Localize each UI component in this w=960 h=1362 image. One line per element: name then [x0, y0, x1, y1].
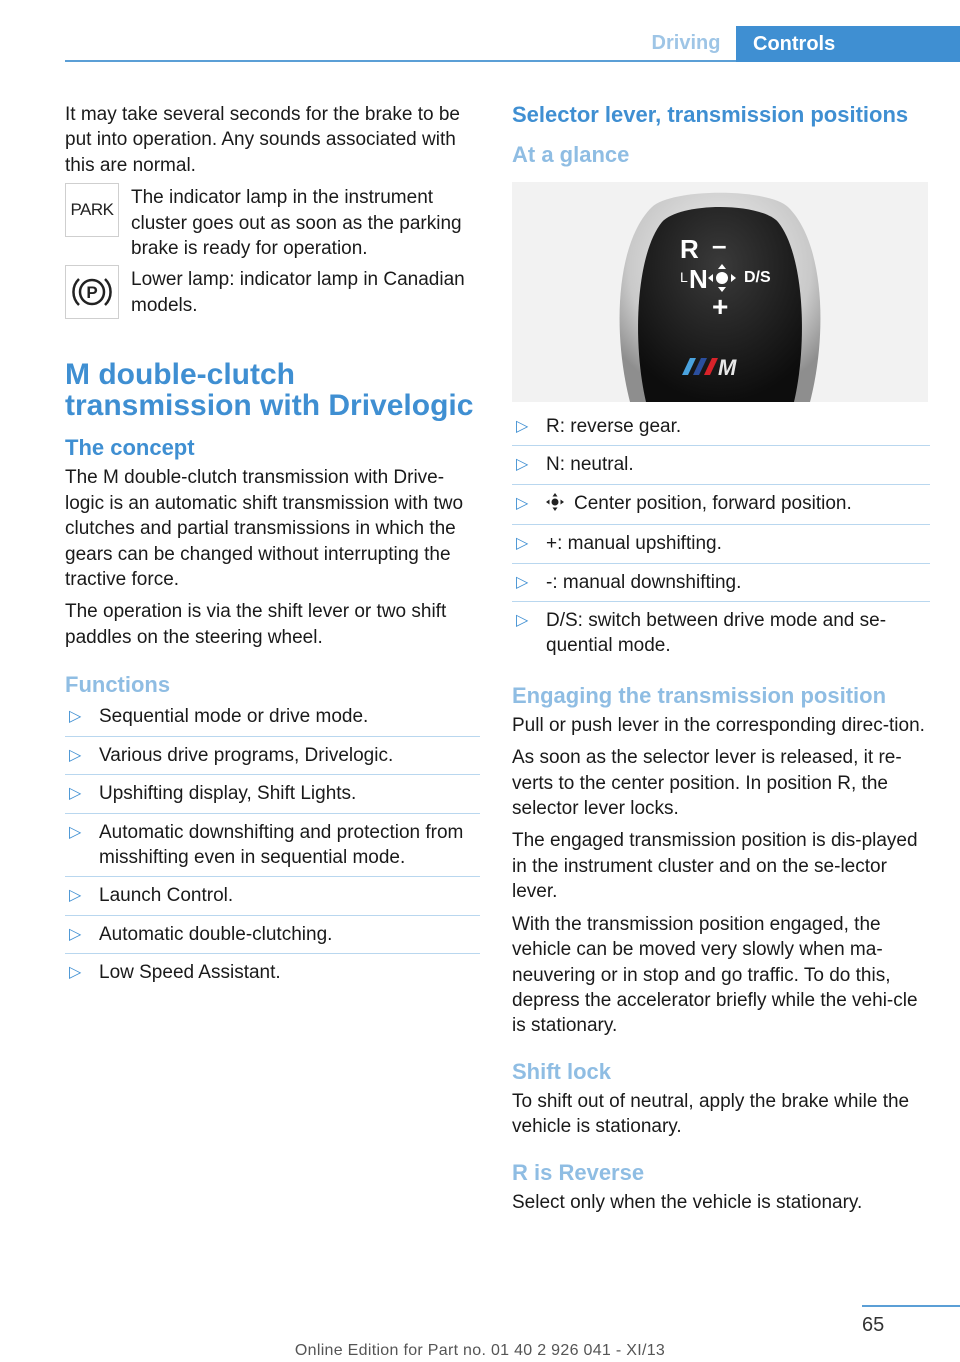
header-chapter[interactable]: Controls	[736, 26, 960, 62]
concept-paragraph-2: The operation is via the shift lever or two shift paddles on the steering wheel.	[65, 601, 447, 648]
list-item: ▷ Upshifting display, Shift Lights.	[65, 781, 480, 813]
list-item: ▷ Automatic double-clutching.	[65, 922, 480, 954]
list-item: ▷ Automatic downshifting and protection from misshifting even in sequential mode.	[65, 820, 480, 878]
triangle-bullet-icon: ▷	[516, 494, 529, 512]
center-position-icon	[546, 493, 564, 518]
p-lamp-label: P	[86, 283, 98, 303]
list-item: ▷ N: neutral.	[512, 452, 930, 484]
list-item: ▷ Center position, forward position.	[512, 491, 930, 525]
header-section[interactable]: Driving	[651, 32, 721, 54]
page-number: 65	[862, 1314, 885, 1336]
list-item: ▷ +: manual upshifting.	[512, 531, 930, 563]
footer-edition: Online Edition for Part no. 01 40 2 926 041 - XI/13	[294, 1342, 666, 1359]
triangle-bullet-icon: ▷	[69, 887, 82, 905]
engaging-heading: Engaging the transmission position	[512, 682, 887, 708]
section-heading: M double-clutch transmission with Drivelogic	[65, 358, 474, 423]
list-item: ▷ Launch Control.	[65, 883, 480, 915]
right-column	[512, 102, 930, 1222]
knob-plus-label: +	[712, 291, 729, 322]
page-number-rule	[862, 1305, 960, 1307]
triangle-bullet-icon: ▷	[69, 823, 82, 841]
triangle-bullet-icon: ▷	[69, 964, 82, 982]
concept-paragraph-1: The M double-clutch transmission with Drive-logic is an automatic shift transmission with two clutches and partial transmissions in which the gears can be changed without interrupting the tractive force.	[65, 467, 464, 591]
triangle-bullet-icon: ▷	[516, 418, 529, 435]
triangle-bullet-icon: ▷	[516, 573, 529, 591]
triangle-bullet-icon: ▷	[69, 925, 82, 943]
intro-paragraph: It may take several seconds for the brake to be put into operation. Any sounds associated with this are normal.	[65, 104, 460, 176]
park-lamp-label: PARK	[70, 200, 114, 220]
lamp-row-park	[65, 185, 480, 261]
triangle-bullet-icon: ▷	[69, 746, 82, 764]
positions-list	[512, 414, 930, 665]
shift-lock-heading: Shift lock	[512, 1058, 612, 1084]
list-item: ▷ D/S: switch between drive mode and se-quential mode.	[516, 610, 887, 657]
m-logo-text: M	[718, 355, 737, 380]
lamp-row-canadian	[65, 267, 480, 319]
lamp-text-canadian: Lower lamp: indicator lamp in Canadian models.	[131, 269, 465, 316]
selector-lever-photo	[512, 182, 928, 402]
list-item: ▷ Sequential mode or drive mode.	[65, 704, 480, 736]
knob-minus-label: –	[712, 230, 727, 260]
functions-list	[65, 704, 480, 991]
reverse-heading: R is Reverse	[512, 1159, 645, 1185]
knob-l-label: L	[680, 269, 688, 285]
triangle-bullet-icon: ▷	[516, 535, 529, 553]
engaging-paragraph-3: The engaged transmission position is dis-played in the instrument cluster and on the se-lector lever.	[512, 830, 918, 903]
left-column	[65, 102, 480, 998]
triangle-bullet-icon: ▷	[69, 785, 82, 803]
concept-heading: The concept	[65, 435, 195, 461]
reverse-paragraph: Select only when the vehicle is stationary.	[512, 1191, 863, 1213]
knob-n-label: N	[689, 264, 708, 294]
at-a-glance-heading: At a glance	[512, 142, 630, 167]
park-lamp-icon	[65, 183, 119, 237]
selector-heading: Selector lever, transmission positions	[512, 102, 909, 127]
triangle-bullet-icon: ▷	[516, 612, 529, 630]
engaging-paragraph-1: Pull or push lever in the corresponding direc-tion.	[512, 714, 925, 736]
list-item: ▷ R: reverse gear.	[512, 414, 930, 446]
parking-brake-p-circle-icon	[65, 265, 119, 319]
list-item: ▷ -: manual downshifting.	[512, 570, 930, 602]
triangle-bullet-icon: ▷	[69, 708, 82, 726]
knob-r-label: R	[680, 234, 699, 264]
list-item: ▷ Low Speed Assistant.	[65, 960, 480, 991]
list-item: ▷ Various drive programs, Drivelogic.	[65, 743, 480, 775]
functions-heading: Functions	[65, 672, 171, 698]
triangle-bullet-icon: ▷	[516, 456, 529, 474]
engaging-paragraph-2: As soon as the selector lever is released, it re-verts to the center position. In position R, the selector lever locks.	[512, 747, 902, 820]
lamp-text-park: The indicator lamp in the instrument cluster goes out as soon as the parking brake is ready for operation.	[131, 187, 462, 260]
shift-lock-paragraph: To shift out of neutral, apply the brake while the vehicle is stationary.	[512, 1090, 910, 1138]
engaging-paragraph-4: With the transmission position engaged, the vehicle can be moved very slowly when ma-neuvering or in stop and go traffic. To do this, depress the accelerator briefly while the vehi-cle is stationary.	[512, 913, 918, 1037]
knob-ds-label: D/S	[744, 269, 771, 286]
